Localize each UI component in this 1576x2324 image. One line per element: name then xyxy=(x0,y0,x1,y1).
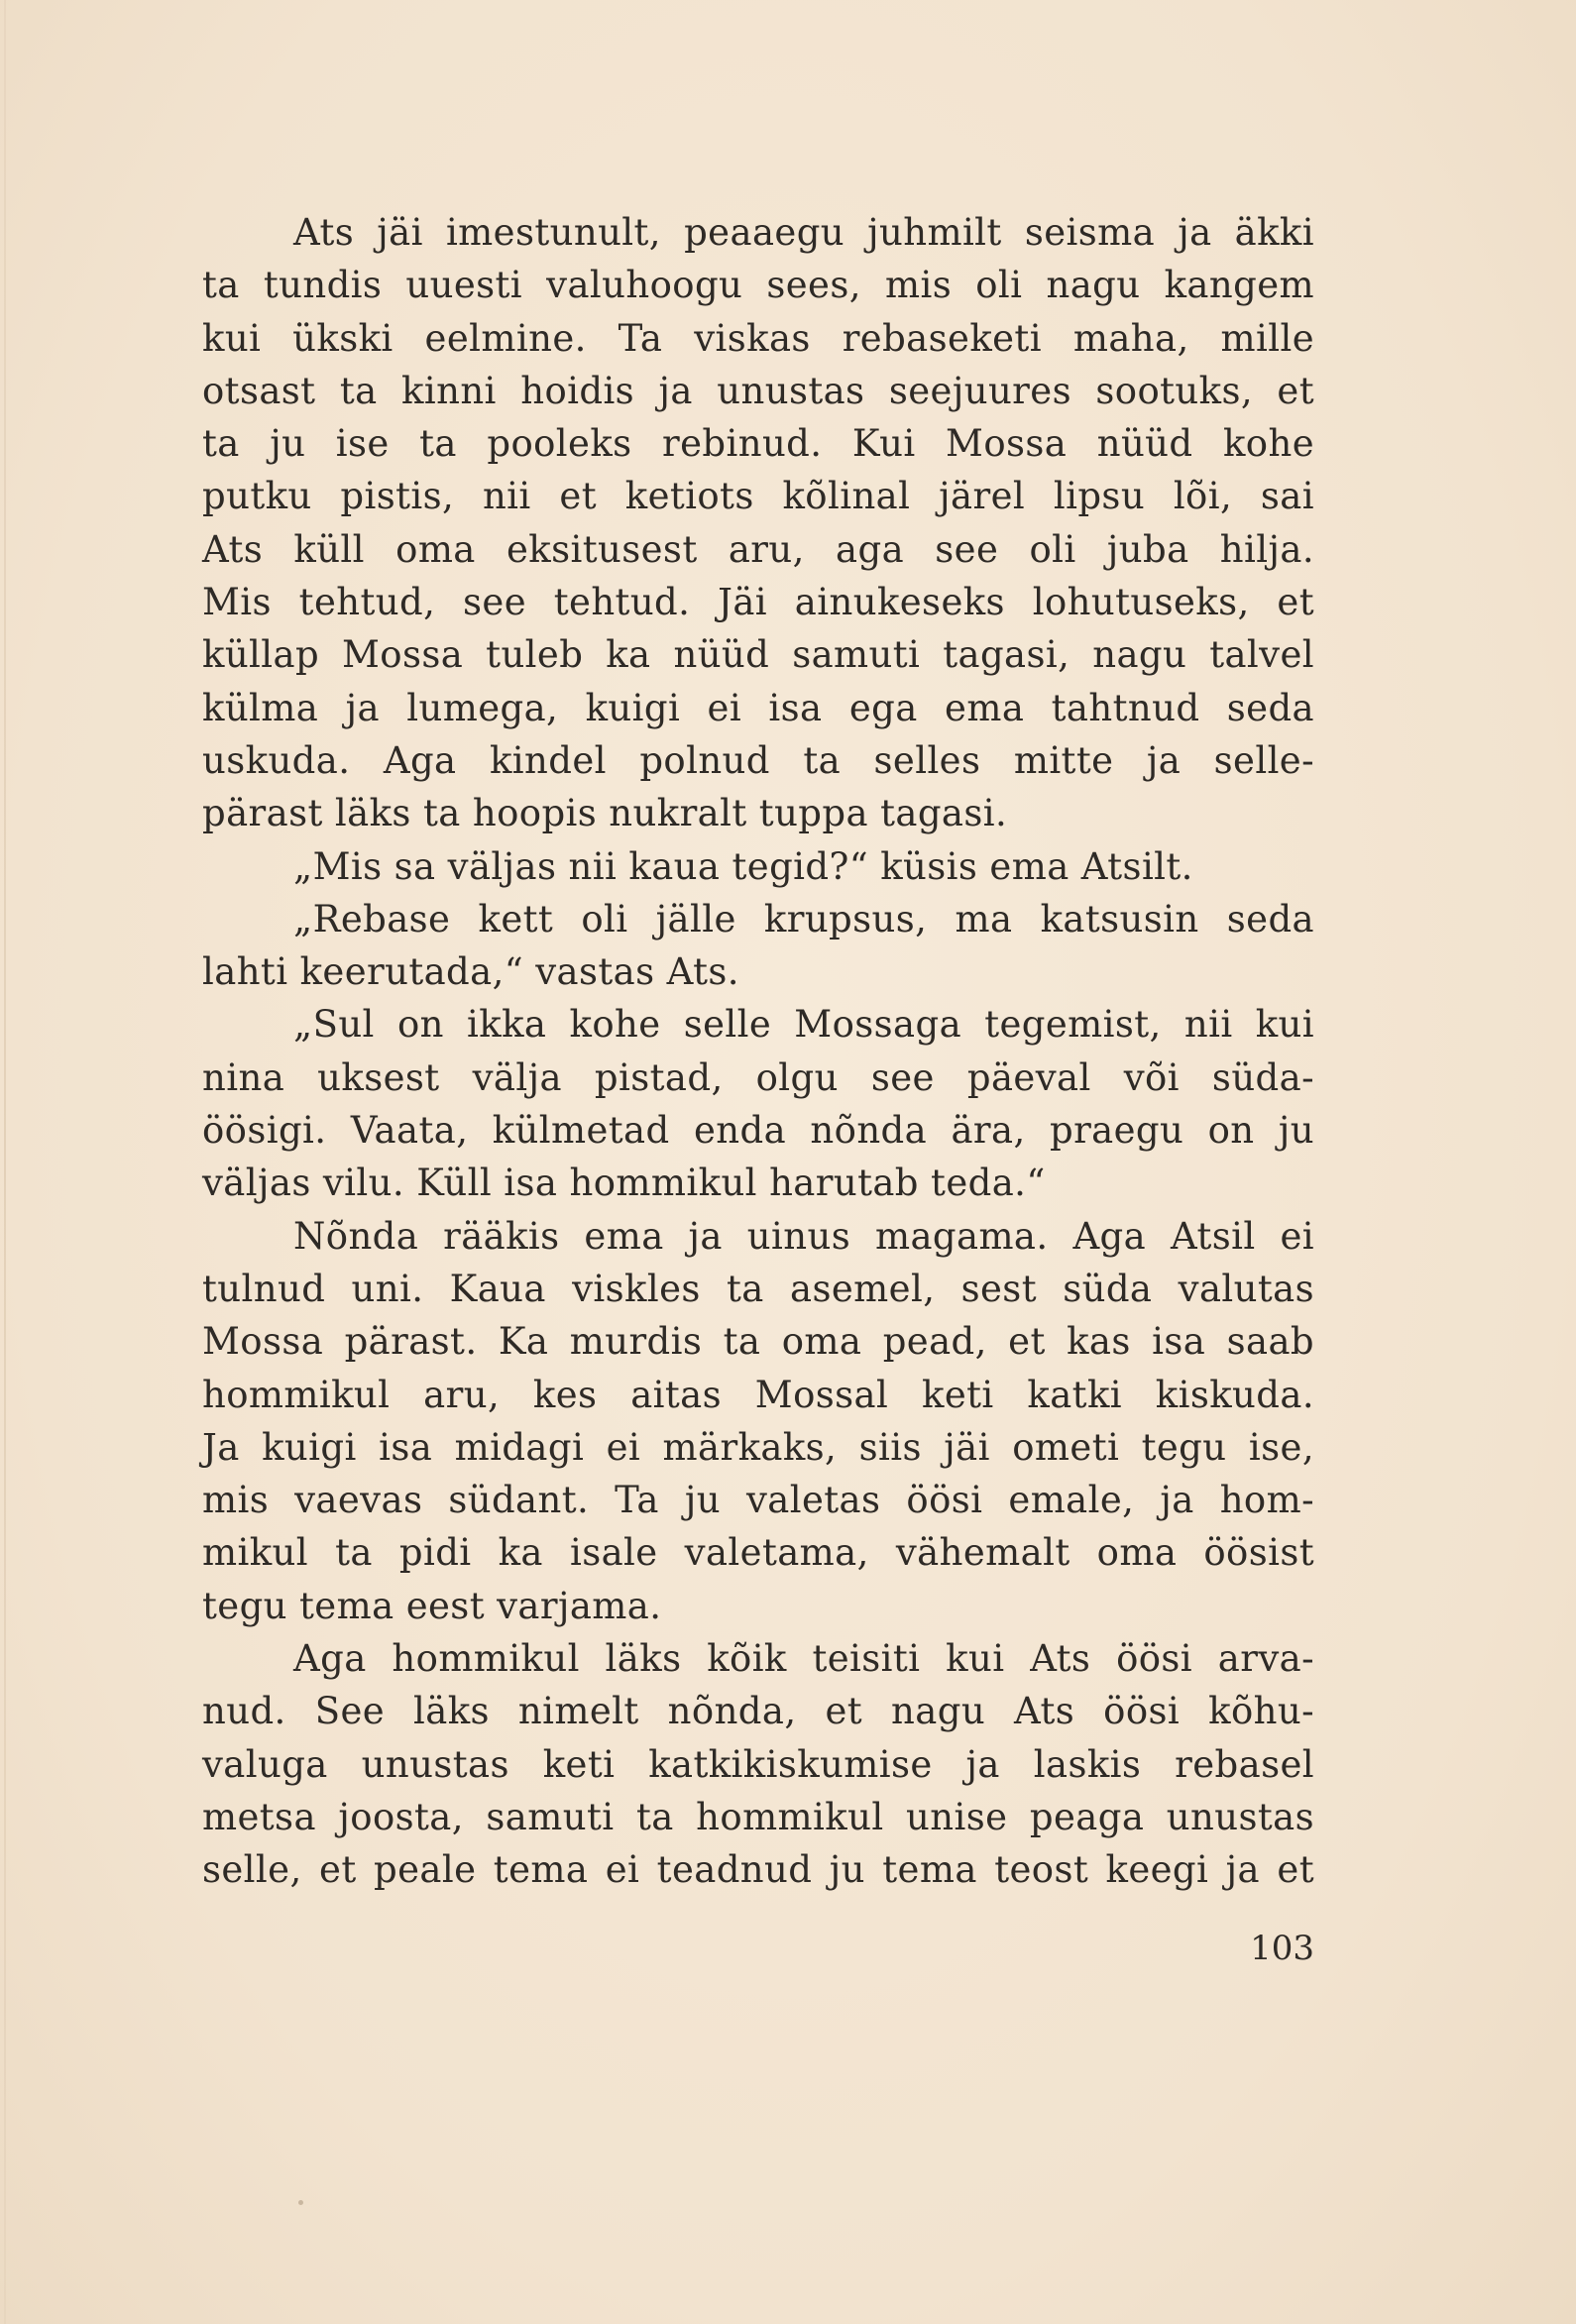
text-line: selle, et peale tema ei teadnud ju tema teost keegi ja et xyxy=(202,1848,1314,1892)
text-line: otsast ta kinni hoidis ja unustas seejuures sootuks, et xyxy=(202,369,1314,412)
text-line: hommikul aru, kes aitas Mossal keti katki kiskuda. xyxy=(202,1373,1314,1416)
text-line: „Sul on ikka kohe selle Mossaga tegemist, nii kui xyxy=(293,1003,1314,1047)
text-line: Ats jäi imestunult, peaaegu juhmilt seisma ja äkki xyxy=(293,211,1314,254)
text-line: öösigi. Vaata, külmetad enda nõnda ära, praegu on ju xyxy=(202,1109,1314,1153)
paper-speck xyxy=(298,2200,303,2205)
text-line: uskuda. Aga kindel polnud ta selles mitte ja selle- xyxy=(202,738,1314,782)
text-line: metsa joosta, samuti ta hommikul unise peaga unustas xyxy=(202,1795,1314,1838)
text-line: Aga hommikul läks kõik teisiti kui Ats öösi arva- xyxy=(293,1637,1314,1681)
text-line: külma ja lumega, kuigi ei isa ega ema tahtnud seda xyxy=(202,686,1314,729)
text-line: kui ükski eelmine. Ta viskas rebaseketi maha, mille xyxy=(202,316,1314,360)
text-line: pärast läks ta hoopis nukralt tuppa tagasi. xyxy=(202,792,1008,835)
text-line: Nõnda rääkis ema ja uinus magama. Aga Atsil ei xyxy=(293,1214,1314,1258)
page-edge-shadow xyxy=(4,0,6,2324)
text-line: nud. See läks nimelt nõnda, et nagu Ats öösi kõhu- xyxy=(202,1690,1314,1733)
page-number: 103 xyxy=(1250,1929,1314,1968)
text-line: Mis tehtud, see tehtud. Jäi ainukeseks lohutuseks, et xyxy=(202,581,1314,624)
text-line: väljas vilu. Küll isa hommikul harutab teda.“ xyxy=(202,1162,1046,1205)
text-line: nina uksest välja pistad, olgu see päeval või süda- xyxy=(202,1055,1314,1099)
text-line: tegu tema eest varjama. xyxy=(202,1584,662,1627)
text-line: valuga unustas keti katkikiskumise ja laskis rebasel xyxy=(202,1742,1314,1786)
text-line: Mossa pärast. Ka murdis ta oma pead, et kas isa saab xyxy=(202,1320,1314,1364)
text-line: „Mis sa väljas nii kaua tegid?“ küsis ema Atsilt. xyxy=(293,844,1193,888)
text-line: putku pistis, nii et ketiots kõlinal järel lipsu lõi, sai xyxy=(202,475,1314,518)
text-line: ta ju ise ta pooleks rebinud. Kui Mossa nüüd kohe xyxy=(202,422,1314,466)
text-line: „Rebase kett oli jälle krupsus, ma katsusin seda xyxy=(293,897,1314,941)
text-line: küllap Mossa tuleb ka nüüd samuti tagasi, nagu talvel xyxy=(202,633,1314,677)
text-line: mikul ta pidi ka isale valetama, vähemalt oma öösist xyxy=(202,1531,1314,1575)
body-text xyxy=(202,206,1314,1897)
text-line: Ja kuigi isa midagi ei märkaks, siis jäi ometi tegu ise, xyxy=(202,1425,1314,1469)
text-line: lahti keerutada,“ vastas Ats. xyxy=(202,950,739,994)
text-line: tulnud uni. Kaua viskles ta asemel, sest süda valutas xyxy=(202,1267,1314,1310)
text-line: ta tundis uuesti valuhoogu sees, mis oli nagu kangem xyxy=(202,264,1314,307)
text-line: mis vaevas südant. Ta ju valetas öösi emale, ja hom- xyxy=(202,1479,1314,1522)
text-line: Ats küll oma eksitusest aru, aga see oli juba hilja. xyxy=(202,527,1314,571)
